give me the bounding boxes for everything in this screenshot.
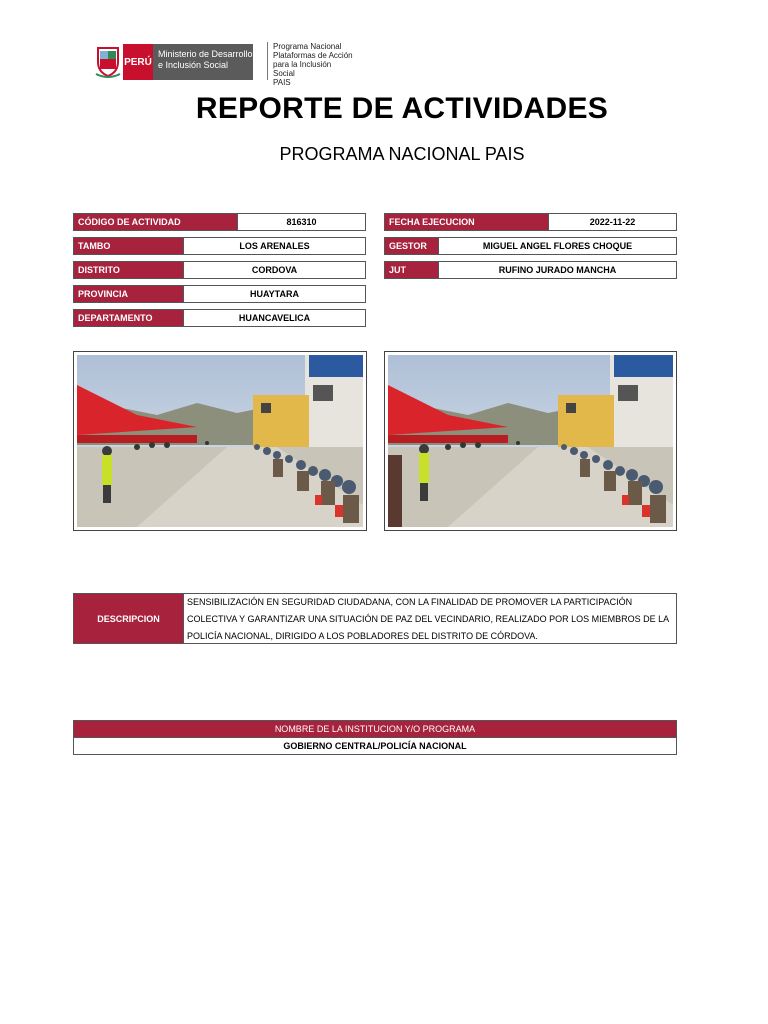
ministry-logo	[123, 44, 253, 80]
jut-label: JUT	[384, 261, 439, 279]
activity-photo-2	[384, 351, 677, 531]
description-text: SENSIBILIZACIÓN EN SEGURIDAD CIUDADANA, CON LA FINALIDAD DE PROMOVER LA PARTICIPACIÓN COLECTIVA Y GARANTIZAR UNA SITUACIÓN DE PAZ DEL VECINDARIO, REALIZADO POR LOS MIEMBROS DE LA POLICÍA NACIONAL, DIRIGIDO A LOS POBLADORES DEL DISTRITO DE CÓRDOVA.	[183, 593, 677, 644]
jut-value: RUFINO JURADO MANCHA	[438, 261, 677, 279]
page-title: REPORTE DE ACTIVIDADES	[195, 92, 609, 125]
activity-photo-1	[73, 351, 367, 531]
gestor-value: MIGUEL ANGEL FLORES CHOQUE	[438, 237, 677, 255]
page-subtitle: PROGRAMA NACIONAL PAIS	[279, 144, 525, 164]
provincia-value: HUAYTARA	[183, 285, 366, 303]
program-name: Programa Nacional Plataformas de Acción para la Inclusión Social PAIS	[273, 42, 353, 87]
distrito-label: DISTRITO	[73, 261, 184, 279]
distrito-value: CORDOVA	[183, 261, 366, 279]
codigo-label: CÓDIGO DE ACTIVIDAD	[73, 213, 238, 231]
tambo-label: TAMBO	[73, 237, 184, 255]
photo-1-image	[77, 355, 363, 527]
logo-divider	[267, 42, 268, 80]
codigo-value: 816310	[237, 213, 366, 231]
institution-header: NOMBRE DE LA INSTITUCION Y/O PROGRAMA	[73, 720, 677, 738]
institution-value: GOBIERNO CENTRAL/POLICÍA NACIONAL	[73, 737, 677, 755]
coat-of-arms-icon	[95, 44, 121, 78]
departamento-value: HUANCAVELICA	[183, 309, 366, 327]
provincia-label: PROVINCIA	[73, 285, 184, 303]
peru-label: PERÚ	[123, 44, 153, 80]
ministry-name: Ministerio de Desarrollo e Inclusión Social	[158, 49, 253, 70]
gestor-label: GESTOR	[384, 237, 439, 255]
photo-2-image	[388, 355, 673, 527]
description-label: DESCRIPCION	[73, 593, 184, 644]
departamento-label: DEPARTAMENTO	[73, 309, 184, 327]
header-logos	[95, 42, 353, 87]
fecha-value: 2022-11-22	[548, 213, 677, 231]
fecha-label: FECHA EJECUCION	[384, 213, 549, 231]
tambo-value: LOS ARENALES	[183, 237, 366, 255]
